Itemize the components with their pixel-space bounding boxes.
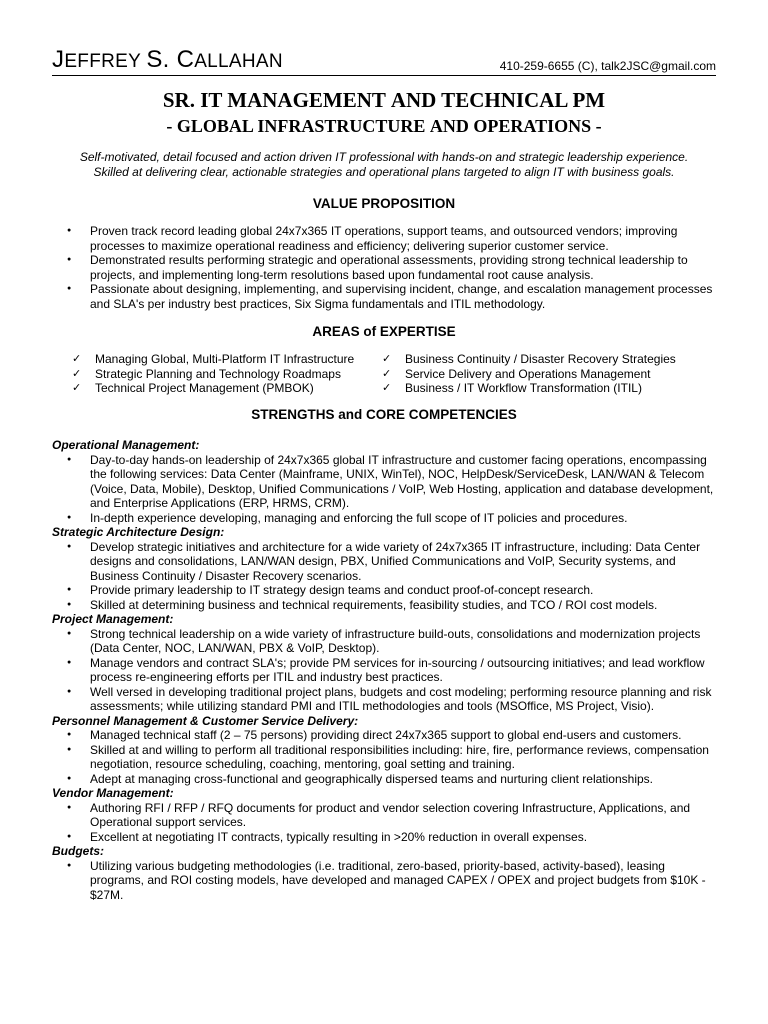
expertise-heading: AREAS of EXPERTISE [312, 324, 456, 339]
expertise-item [72, 381, 382, 396]
list-item: ● Authoring RFI / RFP / RFQ documents for product and vendor selection covering Infrastructure, Applications, and Operational support services. [52, 801, 718, 830]
expertise-grid [72, 352, 712, 396]
summary-statement [52, 150, 716, 180]
competencies-heading: STRENGTHS and CORE COMPETENCIES [251, 407, 517, 422]
expertise-label: Managing Global, Multi-Platform IT Infrastructure [95, 352, 355, 366]
expertise-item [382, 367, 712, 382]
checkmark-icon: ✓ [382, 382, 392, 394]
value-proposition-heading: VALUE PROPOSITION [312, 196, 456, 211]
expertise-label: Business / IT Workflow Transformation (ITIL) [405, 381, 642, 395]
title-part: . IT MANAGEMENT [189, 88, 391, 112]
list-item: ● Demonstrated results performing strategic and operational assessments, providing strong technical leadership to projects, and implementing long-term resolutions based upon fundamental root cause analysis. [52, 253, 716, 282]
value-proposition-list [52, 224, 716, 311]
section-list [52, 453, 718, 526]
subtitle-part: AND [429, 116, 469, 136]
list-item: ● Excellent at negotiating IT contracts, typically resulting in >20% reduction in overall expenses. [52, 830, 718, 845]
expertise-item [72, 367, 382, 382]
section-list [52, 540, 718, 613]
name-middle: S. [146, 46, 177, 73]
checkmark-icon: ✓ [72, 353, 82, 365]
section-title: Personnel Management & Customer Service Delivery: [52, 713, 359, 728]
section-list [52, 627, 718, 714]
title-part: R [174, 88, 190, 112]
checkmark-icon: ✓ [382, 353, 392, 365]
expertise-item [382, 381, 712, 396]
name-initial-last: C [176, 46, 195, 73]
title-part: AND [390, 88, 437, 112]
summary-line: Skilled at delivering clear, actionable strategies and operational plans targeted to align IT with business goals. [93, 165, 675, 179]
summary-line: Self-motivated, detail focused and action driven IT professional with hands-on and strategic leadership experience. [79, 150, 689, 164]
expertise-label: Technical Project Management (PMBOK) [95, 381, 314, 395]
competencies-body [52, 438, 718, 902]
name-first-rest: EFFREY [64, 51, 147, 72]
subtitle-part: - GLOBAL INFRASTRUCTURE [166, 116, 430, 136]
section-list [52, 859, 718, 903]
list-item: ● Skilled at determining business and technical requirements, feasibility studies, and TCO / ROI cost models. [52, 598, 718, 613]
checkmark-icon: ✓ [72, 382, 82, 394]
list-item: ● Managed technical staff (2 – 75 persons) providing direct 24x7x365 support to global end-users and customers. [52, 728, 718, 743]
title-part: TECHNICAL PM [436, 88, 606, 112]
list-item: ● Utilizing various budgeting methodologies (i.e. traditional, zero-based, priority-based, activity-based), leasing programs, and ROI costing models, have developed and managed CAPEX / OPEX and project budgets from $10K - $27M. [52, 859, 718, 903]
section-title: Vendor Management: [52, 786, 174, 800]
section-title: Operational Management: [52, 438, 200, 452]
candidate-name [52, 46, 283, 74]
section-list [52, 728, 718, 786]
list-item: ● Manage vendors and contract SLA's; provide PM services for in-sourcing / outsourcing initiatives; and lead workflow process re-engineering efforts per ITIL and industry best practices. [52, 656, 718, 685]
expertise-item [72, 352, 382, 367]
header-divider [52, 75, 716, 76]
name-initial-first: J [52, 46, 65, 73]
expertise-label: Business Continuity / Disaster Recovery Strategies [405, 352, 676, 366]
subtitle-part: OPERATIONS - [468, 116, 602, 136]
title-part: S [162, 88, 175, 112]
section-title: Strategic Architecture Design: [52, 525, 225, 539]
resume-title [0, 88, 768, 113]
list-item: ● Passionate about designing, implementing, and supervising incident, change, and escalation management processes and SLA's per industry best practices, Six Sigma fundamentals and ITIL methodology. [52, 282, 716, 311]
resume-subtitle [0, 116, 768, 137]
list-item: ● Well versed in developing traditional project plans, budgets and cost modeling; performing resource planning and risk assessments; while utilizing standard PMI and ITIL methodologies and tools (MSOffice, MS Project, Visio). [52, 685, 718, 714]
list-item: ● Strong technical leadership on a wide variety of infrastructure build-outs, consolidations and modernization projects (Data Center, NOC, LAN/WAN, PBX & VoIP, Desktop). [52, 627, 718, 656]
list-item: ● In-depth experience developing, managing and enforcing the full scope of IT policies and procedures. [52, 511, 718, 526]
name-last-rest: ALLAHAN [194, 51, 283, 72]
checkmark-icon: ✓ [72, 367, 82, 380]
expertise-label: Service Delivery and Operations Management [405, 366, 651, 381]
section-list [52, 801, 718, 845]
expertise-label: Strategic Planning and Technology Roadmaps [95, 366, 341, 381]
list-item: ● Skilled at and willing to perform all traditional responsibilities including: hire, fire, performance reviews, compensation negotiation, resource scheduling, coaching, mentoring, goal setting and training. [52, 743, 718, 772]
list-item: ● Develop strategic initiatives and architecture for a wide variety of 24x7x365 IT infrastructure, including: Data Center designs and consolidations, LAN/WAN design, PBX, Unified Communications and VoIP, Security systems, and Business Continuity / Disaster Recovery scenarios. [52, 540, 718, 584]
list-item: ● Day-to-day hands-on leadership of 24x7x365 global IT infrastructure and customer facing operations, encompassing the following services: Data Center (Mainframe, UNIX, WinTel), NOC, HelpDesk/ServiceDesk, LAN/WAN & Telecom (Voice, Data, Mobile), Desktop, Unified Communications / VoIP, Web Hosting, application and database development, and Enterprise Applications (ERP, HRMS, CRM). [52, 453, 718, 511]
list-item: ● Adept at managing cross-functional and geographically dispersed teams and nurturing client relationships. [52, 772, 718, 787]
checkmark-icon: ✓ [382, 367, 392, 380]
expertise-item [382, 352, 712, 367]
list-item: ● Provide primary leadership to IT strategy design teams and conduct proof-of-concept research. [52, 583, 718, 598]
contact-info: 410-259-6655 (C), talk2JSC@gmail.com [499, 59, 716, 73]
section-title: Budgets: [52, 844, 104, 858]
section-title: Project Management: [52, 612, 174, 626]
list-item: ● Proven track record leading global 24x7x365 IT operations, support teams, and outsourced vendors; improving processes to maximize operational readiness and efficiency; delivering superior customer service. [52, 224, 716, 253]
